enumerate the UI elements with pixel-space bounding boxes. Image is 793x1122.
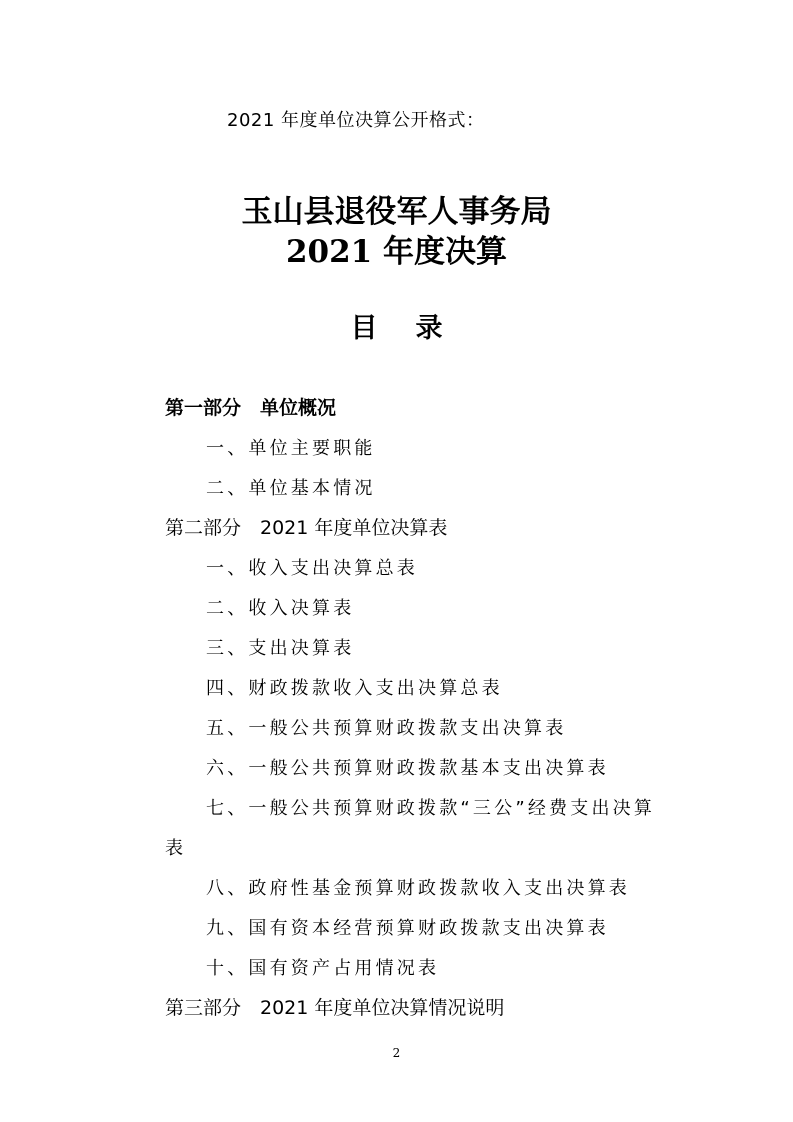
toc-item-continuation: 表: [165, 838, 183, 859]
toc-item: 八、政府性基金预算财政拨款收入支出决算表: [206, 878, 630, 899]
toc-item: 五、一般公共预算财政拨款支出决算表: [206, 718, 567, 739]
toc-item: 十、国有资产占用情况表: [206, 958, 440, 979]
toc-item: 二、收入决算表: [206, 598, 355, 619]
toc-item: 三、支出决算表: [206, 638, 355, 659]
toc-item: 四、财政拨款收入支出决算总表: [206, 678, 503, 699]
toc-item: 一、单位主要职能: [206, 438, 376, 459]
document-title: 玉山县退役军人事务局: [241, 194, 552, 230]
toc-item: 九、国有资本经营预算财政拨款支出决算表: [206, 918, 609, 939]
toc-part-1: 第一部分 单位概况: [165, 397, 337, 419]
toc-heading: 目录: [350, 313, 481, 344]
toc-part-2: 第二部分 2021 年度单位决算表: [165, 517, 448, 539]
toc-item: 七、一般公共预算财政拨款“三公”经费支出决算: [206, 798, 656, 819]
toc-item: 二、单位基本情况: [206, 478, 376, 499]
toc-part-3: 第三部分 2021 年度单位决算情况说明: [165, 997, 505, 1019]
document-subtitle: 2021 年度决算: [285, 234, 508, 270]
toc-item: 一、收入支出决算总表: [206, 558, 418, 579]
page-number: 2: [392, 1046, 401, 1060]
toc-item: 六、一般公共预算财政拨款基本支出决算表: [206, 758, 609, 779]
format-line: 2021 年度单位决算公开格式：: [227, 110, 485, 131]
